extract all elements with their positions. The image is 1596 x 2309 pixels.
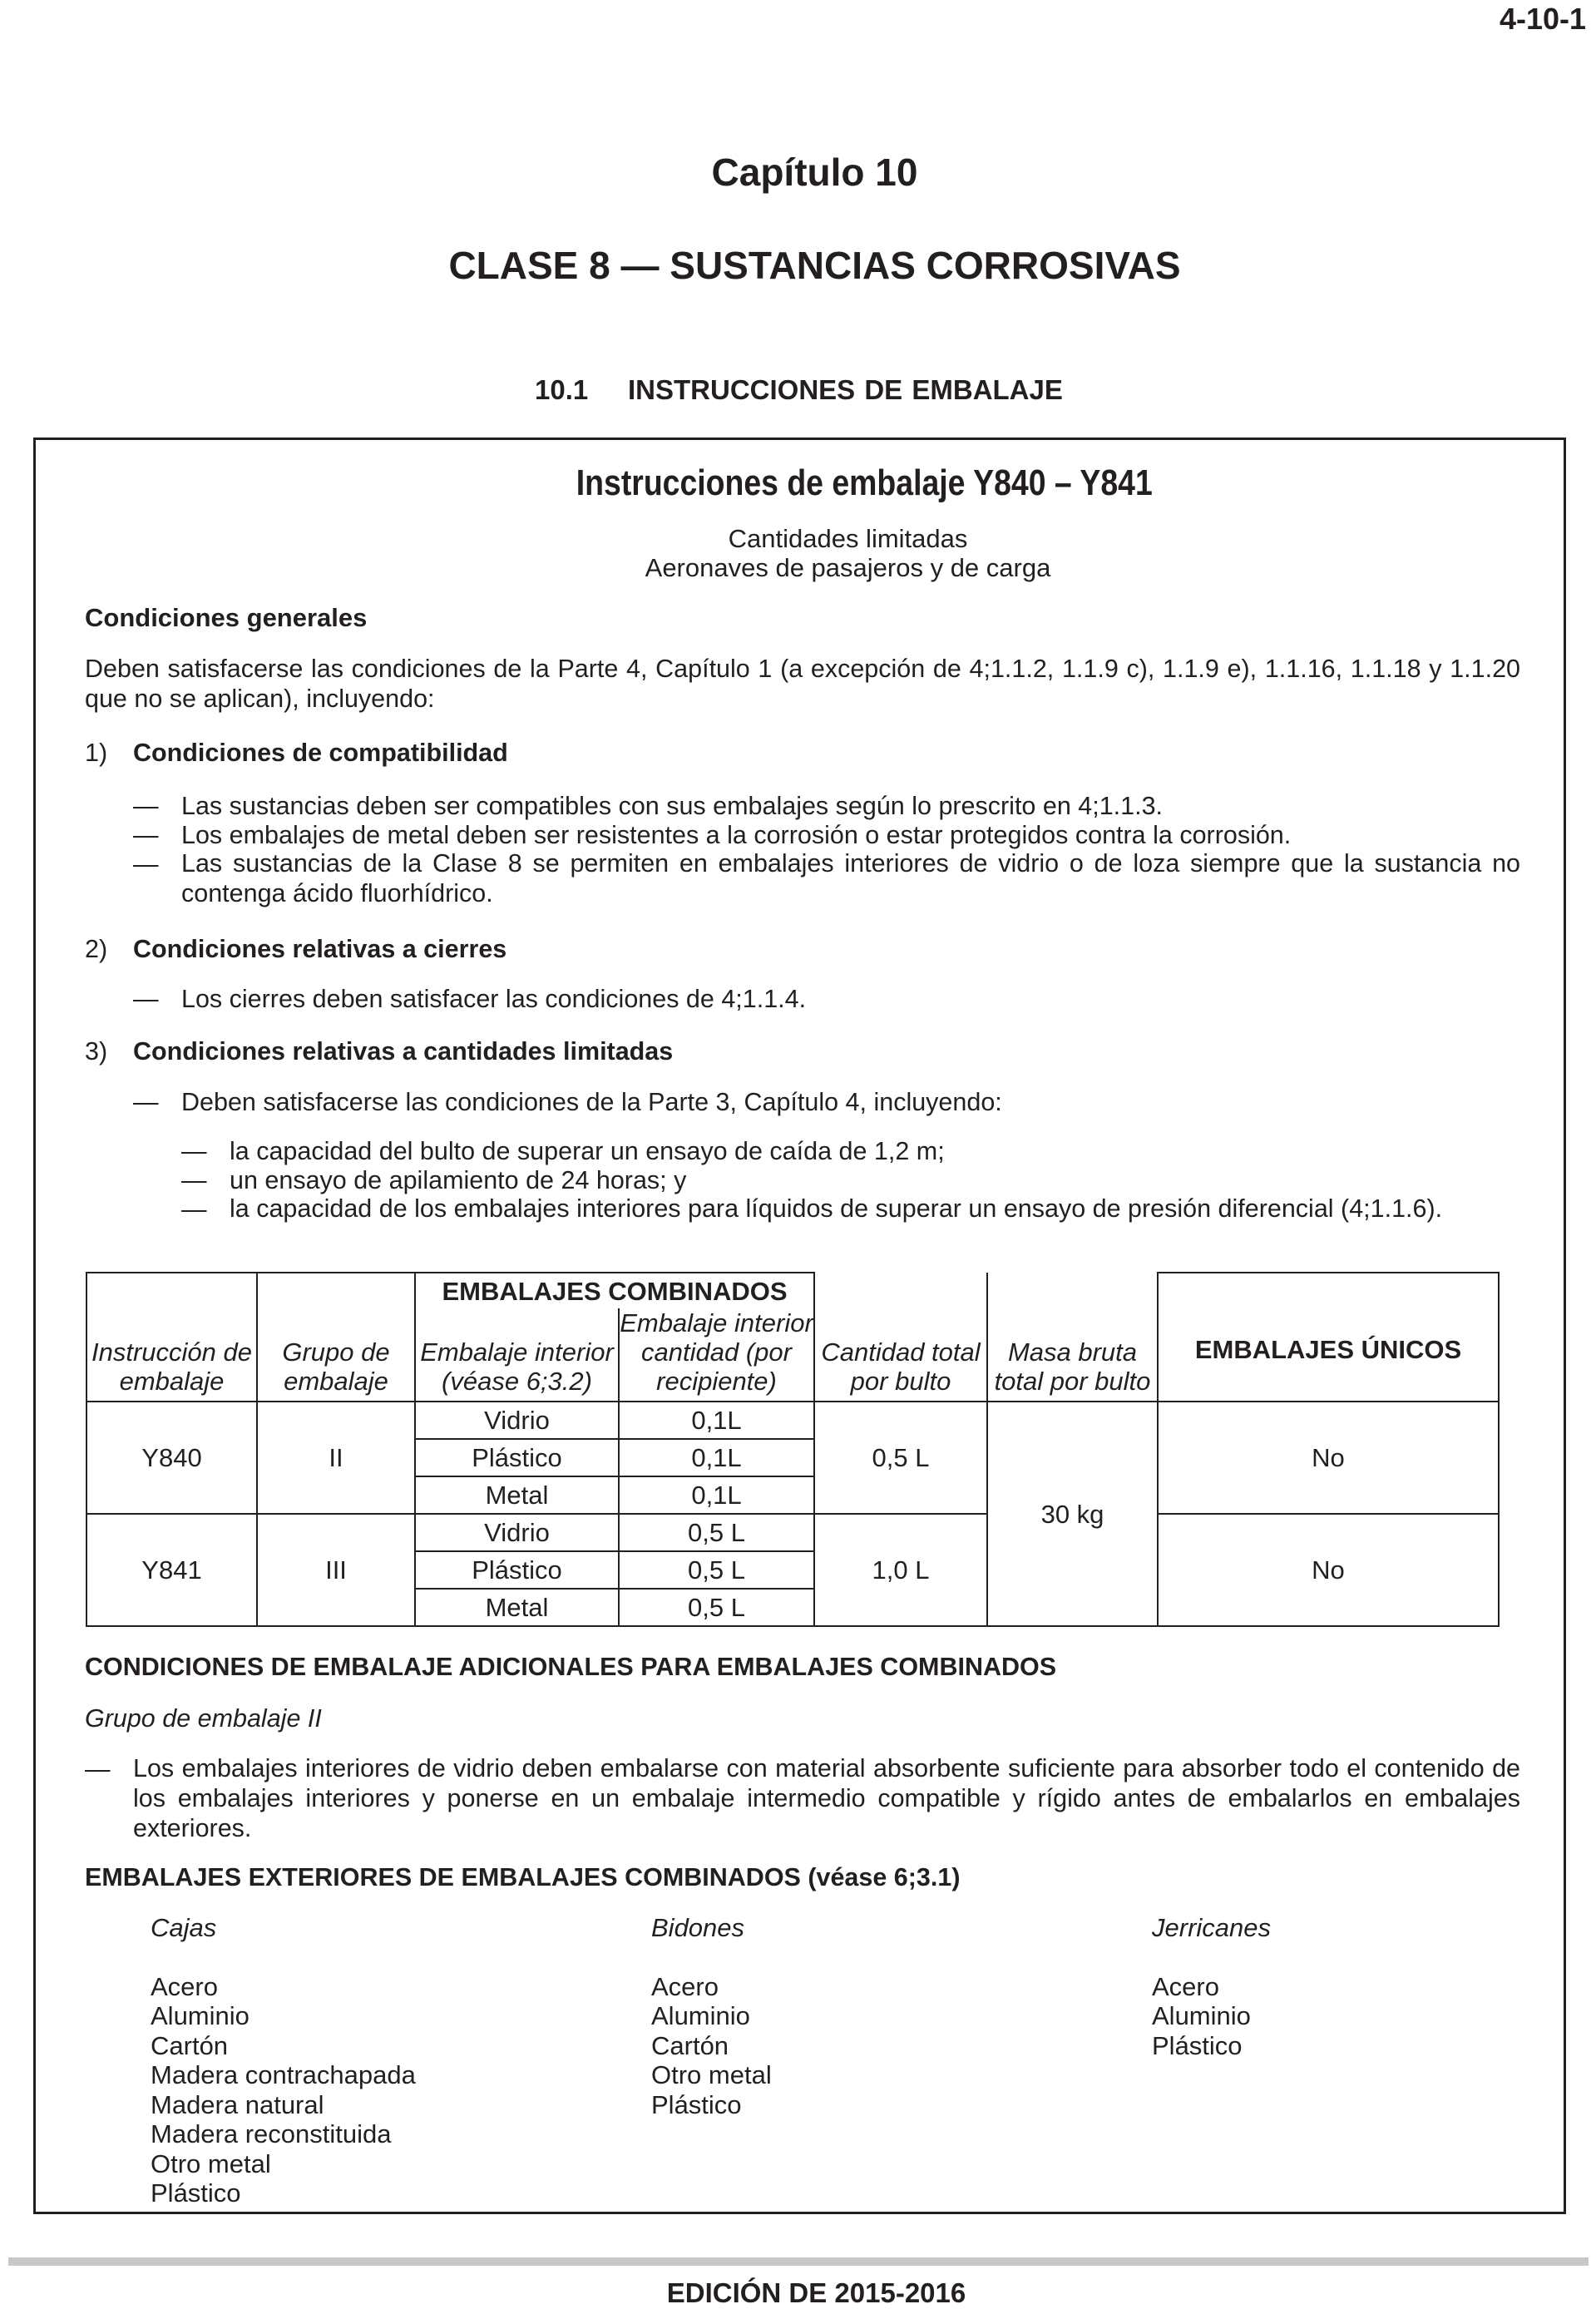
col-header-mass: Masa bruta total por bulto	[987, 1308, 1158, 1402]
outer-item: Acero	[1152, 1971, 1219, 2001]
outer-item: Otro metal	[651, 2060, 772, 2089]
mass-value: 30 kg	[987, 1402, 1158, 1626]
outer-col-title: Cajas	[151, 1913, 217, 1942]
row-y840-single: No	[1158, 1402, 1499, 1514]
additional-conditions-text: Los embalajes interiores de vidrio deben embalarse con material absorbente suficiente para absorber todo el contenido de los embalajes interiores y ponerse en un embalaje intermedio compatible y rígido antes de embalarlos en embalajes exteriores.	[133, 1754, 1520, 1842]
condition-2-heading: Condiciones relativas a cierres	[133, 935, 507, 963]
row-y841-total: 1,0 L	[814, 1514, 987, 1626]
col-header-inner-qty: Embalaje interior cantidad (por recipiente)	[619, 1308, 814, 1402]
header-spacer	[987, 1273, 1158, 1308]
condition-2-number: 2)	[85, 935, 108, 963]
box-title: Instrucciones de embalaje Y840 – Y841	[576, 462, 1153, 503]
inner-material: Metal	[415, 1589, 619, 1626]
box-subtitle-1: Cantidades limitadas	[728, 524, 968, 553]
outer-item: Otro metal	[151, 2148, 271, 2178]
dash: —	[181, 1195, 207, 1224]
col-header-single: EMBALAJES ÚNICOS	[1158, 1273, 1499, 1402]
row-y840-total: 0,5 L	[814, 1402, 987, 1514]
condition-3-item-1: Deben satisfacerse las condiciones de la Parte 3, Capítulo 4, incluyendo:	[181, 1088, 1002, 1116]
outer-item: Madera natural	[151, 2089, 324, 2119]
outer-item: Madera reconstituida	[151, 2119, 392, 2148]
outer-item: Madera contrachapada	[151, 2060, 416, 2089]
footer-rule	[8, 2257, 1589, 2266]
condition-3-number: 3)	[85, 1037, 108, 1066]
dash: —	[181, 1166, 207, 1194]
outer-col-bidones	[651, 1913, 772, 2119]
condition-3-subitem-1: la capacidad del bulto de superar un ensayo de caída de 1,2 m;	[230, 1137, 945, 1165]
general-conditions-heading: Condiciones generales	[85, 603, 368, 632]
outer-col-title: Jerricanes	[1152, 1913, 1271, 1942]
box-subtitle-2: Aeronaves de pasajeros y de carga	[645, 553, 1051, 582]
inner-qty: 0,5 L	[619, 1514, 814, 1551]
inner-qty: 0,1L	[619, 1402, 814, 1439]
page-number: 4-10-1	[1499, 2, 1586, 36]
outer-item: Aluminio	[151, 2001, 250, 2030]
condition-1-item-3: Las sustancias de la Clase 8 se permiten en embalajes interiores de vidrio o de loza siempre que la sustancia no contenga ácido fluorhídrico.	[181, 849, 1520, 907]
outer-packagings-heading: EMBALAJES EXTERIORES DE EMBALAJES COMBINADOS (véase 6;3.1)	[85, 1863, 961, 1891]
outer-item: Acero	[151, 1971, 218, 2001]
condition-2-item-1: Los cierres deben satisfacer las condiciones de 4;1.1.4.	[181, 985, 807, 1013]
condition-1-number: 1)	[85, 739, 108, 767]
inner-material: Plástico	[415, 1439, 619, 1476]
condition-1-item-1: Las sustancias deben ser compatibles con sus embalajes según lo prescrito en 4;1.1.3.	[181, 792, 1164, 820]
outer-col-title: Bidones	[651, 1913, 745, 1942]
outer-item: Aluminio	[651, 2001, 750, 2030]
condition-1-heading: Condiciones de compatibilidad	[133, 739, 508, 767]
dash: —	[85, 1755, 111, 1783]
condition-1-item-2: Los embalajes de metal deben ser resistentes a la corrosión o estar protegidos contra la corrosión.	[181, 821, 1292, 849]
condition-3-subitem-3: la capacidad de los embalajes interiores para líquidos de superar un ensayo de presión diferencial (4;1.1.6).	[230, 1194, 1443, 1223]
inner-material: Plástico	[415, 1551, 619, 1589]
col-header-combined: EMBALAJES COMBINADOS	[415, 1273, 814, 1308]
inner-material: Vidrio	[415, 1514, 619, 1551]
outer-item: Cartón	[651, 2030, 729, 2060]
dash: —	[133, 1088, 159, 1116]
dash: —	[133, 985, 159, 1013]
dash: —	[133, 821, 159, 849]
dash: —	[133, 792, 159, 820]
general-conditions-text: Deben satisfacerse las condiciones de la Parte 4, Capítulo 1 (a excepción de 4;1.1.2, 1.1.9 c), 1.1.9 e), 1.1.16, 1.1.18 y 1.1.20 que no se aplican), incluyendo:	[85, 655, 1520, 713]
inner-qty: 0,1L	[619, 1476, 814, 1514]
section-number: 10.1	[535, 374, 589, 405]
col-header-instruction: Instrucción de embalaje	[86, 1273, 257, 1402]
class-title: CLASE 8 — SUSTANCIAS CORROSIVAS	[448, 244, 1181, 287]
section-title: INSTRUCCIONES DE EMBALAJE	[628, 374, 1063, 405]
col-header-group: Grupo de embalaje	[257, 1273, 415, 1402]
inner-material: Vidrio	[415, 1402, 619, 1439]
inner-qty: 0,5 L	[619, 1551, 814, 1589]
inner-qty: 0,5 L	[619, 1589, 814, 1626]
outer-col-cajas	[151, 1913, 416, 2208]
section-heading	[535, 374, 1063, 406]
outer-item: Plástico	[651, 2089, 742, 2119]
edition-footer: EDICIÓN DE 2015-2016	[666, 2277, 966, 2308]
outer-item: Plástico	[151, 2178, 241, 2208]
outer-col-jerricanes	[1152, 1913, 1271, 2060]
chapter-title: Capítulo 10	[711, 151, 918, 194]
row-y841-group: III	[257, 1514, 415, 1626]
row-y840-instruction: Y840	[86, 1402, 257, 1514]
condition-3-subitem-2: un ensayo de apilamiento de 24 horas; y	[230, 1166, 687, 1194]
inner-qty: 0,1L	[619, 1439, 814, 1476]
outer-item: Plástico	[1152, 2030, 1243, 2060]
col-header-total: Cantidad total por bulto	[814, 1308, 987, 1402]
outer-item: Aluminio	[1152, 2001, 1251, 2030]
outer-item: Cartón	[151, 2030, 229, 2060]
dash: —	[133, 850, 159, 878]
row-y841-instruction: Y841	[86, 1514, 257, 1626]
col-header-inner: Embalaje interior (véase 6;3.2)	[415, 1308, 619, 1402]
condition-3-heading: Condiciones relativas a cantidades limitadas	[133, 1037, 674, 1066]
outer-item: Acero	[651, 1971, 719, 2001]
row-y840-group: II	[257, 1402, 415, 1514]
row-y841-single: No	[1158, 1514, 1499, 1626]
dash: —	[181, 1137, 207, 1165]
packing-table	[86, 1272, 1500, 1627]
additional-conditions-heading: CONDICIONES DE EMBALAJE ADICIONALES PARA EMBALAJES COMBINADOS	[85, 1653, 1057, 1681]
header-spacer	[814, 1273, 987, 1308]
packing-group-ii-label: Grupo de embalaje II	[85, 1704, 322, 1733]
inner-material: Metal	[415, 1476, 619, 1514]
